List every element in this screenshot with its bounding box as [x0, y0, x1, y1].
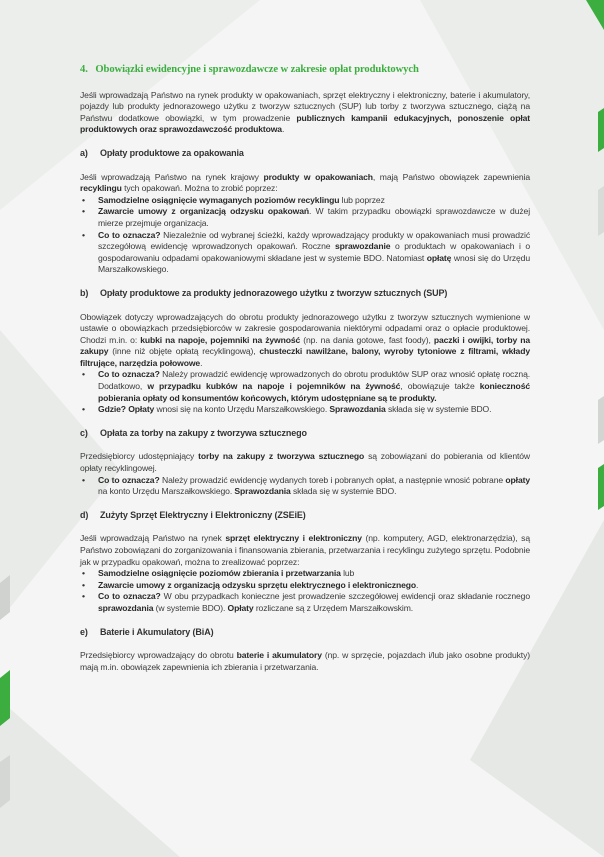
subsection-letter: c): [80, 427, 88, 438]
text-run: składa się w systemie BDO.: [385, 404, 492, 415]
bold-text: Opłaty: [227, 602, 254, 613]
subsection-heading: [80, 428, 530, 440]
text-run: Obowiązek dotyczy wprowadzających do obrotu produkty jednorazowego użytku z tworzyw sztucznych wymienione w ustawie o obowiązkach przedsiębiorców w zakresie gospodarowania niektórymi odpadami oraz o opłacie produktowej. Chodzi m.in. o:: [80, 311, 530, 345]
subsection-heading: [80, 627, 530, 639]
subsection: [80, 148, 530, 276]
document-body: [80, 64, 530, 673]
text-run: lub poprzez: [339, 194, 385, 205]
text-run: Jeśli wprowadzają Państwo na rynek produkty w opakowaniach, sprzęt elektryczny i elektroniczny, baterie i akumulatory, pojazdy lub produkty jednorazowego użytku z tworzyw sztucznych (SUP) lub torby z tworzywa sztucznego, ciążą na Państwu dodatkowe obowiązki, w tym prowadzenie: [80, 89, 530, 123]
intro-paragraph: [80, 90, 530, 136]
bold-text: Samodzielne osiągnięcie poziomów zbierania i przetwarzania: [98, 568, 341, 579]
subsections: [80, 148, 530, 673]
bold-text: Co to oznacza?: [98, 474, 160, 485]
text-run: na konto Urzędu Marszałkowskiego.: [98, 486, 235, 497]
subsection-heading: [80, 510, 530, 522]
subsection-heading: [80, 288, 530, 300]
bold-text: Co to oznacza?: [98, 369, 160, 380]
bold-text: konieczność pobierania opłaty od konsumentów końcowych, którym udostępniane są te produkty.: [98, 381, 531, 403]
bullet-item: [80, 230, 530, 276]
text-run: . W takim przypadku obowiązki sprawozdawcze w dużej mierze przejmuje organizacja.: [98, 206, 530, 228]
text-run: .: [281, 124, 285, 135]
bold-text: Zawarcie umowy z organizacją odzysku opakowań: [98, 206, 309, 217]
bullet-item: [80, 369, 530, 404]
bold-text: Co to oznacza?: [98, 591, 161, 602]
bullet-item: [80, 475, 530, 498]
text-run: Jeśli wprowadzają Państwo na rynek: [80, 533, 226, 544]
text-run: (inne niż objęte opłatą recyklingową),: [108, 346, 260, 357]
text-run: Należy prowadzić ewidencję wydanych toreb i pobranych opłat, a następnie wnosić pobrane: [159, 474, 506, 485]
text-run: o produktach w opakowaniach i o gospodarowaniu odpadami opakowaniowymi składane jest w systemie BDO. Natomiast: [98, 241, 531, 263]
text-run: , mają Państwo obowiązek zapewnienia: [372, 171, 530, 182]
subsection: [80, 428, 530, 498]
bullet-item: [80, 195, 530, 207]
bold-text: baterie i akumulatory: [236, 650, 322, 661]
subsection-heading: [80, 148, 530, 160]
bold-text: Sprawozdania: [234, 486, 291, 497]
text-run: .: [416, 579, 419, 590]
bullet-item: [80, 580, 530, 592]
text-run: składa się w systemie BDO.: [290, 486, 397, 497]
text-run: W obu przypadkach konieczne jest prowadzenie szczegółowej ewidencji oraz składanie rocznego: [160, 591, 530, 602]
bold-text: opłatę: [426, 252, 452, 263]
bold-text: Zawarcie umowy z organizacją odzysku sprzętu elektrycznego i elektronicznego: [98, 579, 417, 590]
bullet-item: [80, 568, 530, 580]
subsection: [80, 288, 530, 416]
bold-text: opłaty: [505, 474, 531, 485]
text-run: (w systemie BDO).: [153, 602, 228, 613]
bold-text: torby na zakupy z tworzywa sztucznego: [198, 451, 365, 462]
subsection-heading-text: Baterie i Akumulatory (BiA): [100, 626, 214, 637]
text-run: Należy prowadzić ewidencję wprowadzonych do obrotu produktów SUP oraz wnosić opłatę roczną. Dodatkowo,: [98, 369, 530, 392]
text-run: Przedsiębiorcy udostępniający: [80, 451, 199, 462]
paragraph: [80, 650, 530, 673]
bold-text: Co to oznacza?: [98, 229, 161, 240]
paragraph: [80, 172, 530, 195]
text-run: Przedsiębiorcy wprowadzający do obrotu: [80, 650, 237, 661]
paragraph: [80, 533, 530, 568]
text-run: tych opakowań. Można to zrobić poprzez:: [121, 183, 278, 194]
bullet-list: [80, 568, 530, 614]
text-run: rozliczane są z Urzędem Marszałkowskim.: [253, 602, 414, 613]
text-run: .: [200, 357, 203, 368]
subsection-heading-text: Opłata za torby na zakupy z tworzywa sztucznego: [100, 427, 307, 438]
bold-text: produkty w opakowaniach: [263, 171, 373, 182]
bullet-list: [80, 475, 530, 498]
bold-text: sprawozdanie: [335, 241, 391, 252]
bullet-item: [80, 591, 530, 614]
subsection-letter: d): [80, 509, 89, 520]
text-run: (np. na dania gotowe, fast foody),: [300, 334, 434, 345]
bold-text: chusteczki nawilżane, balony, wyroby tytoniowe z filtrami, wkłady filtrujące, narzędzia połowowe: [80, 346, 531, 368]
subsection-letter: b): [80, 287, 89, 298]
bold-text: Samodzielne osiągnięcie wymaganych poziomów recyklingu: [98, 194, 340, 205]
section-title: 4. Obowiązki ewidencyjne i sprawozdawcze w zakresie opłat produktowych: [80, 64, 419, 75]
text-run: wnosi się na konto Urzędu Marszałkowskiego.: [154, 404, 330, 415]
subsection-heading-text: Zużyty Sprzęt Elektryczny i Elektroniczny (ZSEiE): [100, 509, 306, 520]
bold-text: Gdzie? Opłaty: [98, 404, 155, 415]
paragraph: [80, 312, 530, 370]
text-run: wnosi się do Urzędu Marszałkowskiego.: [98, 252, 531, 275]
text-run: (np. w sprzęcie, pojazdach i/lub jako osobne produkty) mają m.in. obowiązek zapewnienia ich zbierania i przetwarzania.: [80, 650, 530, 672]
subsection-heading-text: Opłaty produktowe za produkty jednorazowego użytku z tworzyw sztucznych (SUP): [100, 287, 448, 298]
bold-text: publicznych kampanii edukacyjnych, ponoszenie opłat produktowych oraz sprawozdawczość produktowa: [80, 112, 530, 135]
text-run: Jeśli wprowadzają Państwo na rynek krajowy: [80, 171, 264, 182]
bullet-list: [80, 369, 530, 415]
text-run: są zobowiązani do pobierania od klientów opłaty recyklingowej.: [80, 451, 530, 474]
bullet-item: [80, 206, 530, 229]
subsection: [80, 627, 530, 674]
text-run: lub: [340, 568, 355, 579]
paragraph: [80, 451, 530, 474]
bold-text: sprawozdania: [98, 602, 154, 613]
subsection-heading-text: Opłaty produktowe za opakowania: [100, 147, 244, 158]
text-run: (np. komputery, AGD, elektronarzędzia), są Państwo zobowiązani do zorganizowania i finansowania zbierania, przetwarzania i recyklingu zużytego sprzętu. Podobnie jak w przypadku opakowań, można to zrealizować poprzez:: [80, 533, 530, 567]
text-run: , obowiązuje także: [400, 381, 480, 392]
bold-text: paczki i owijki, torby na zakupy: [80, 334, 530, 357]
subsection: [80, 510, 530, 615]
subsection-letter: a): [80, 147, 88, 158]
bold-text: Sprawozdania: [329, 404, 386, 415]
bold-text: recyklingu: [80, 183, 122, 194]
text-run: Niezależnie od wybranej ścieżki, każdy wprowadzający produkty w opakowaniach musi prowadzić szczegółową ewidencję wprowadzonych opakowań. Roczne: [98, 229, 531, 252]
bold-text: w przypadku kubków na napoje i pojemników na żywność: [147, 381, 401, 392]
subsection-letter: e): [80, 626, 88, 637]
bold-text: kubki na napoje, pojemniki na żywność: [140, 334, 301, 345]
bullet-list: [80, 195, 530, 276]
bullet-item: [80, 404, 530, 416]
bold-text: sprzęt elektryczny i elektroniczny: [225, 533, 362, 544]
